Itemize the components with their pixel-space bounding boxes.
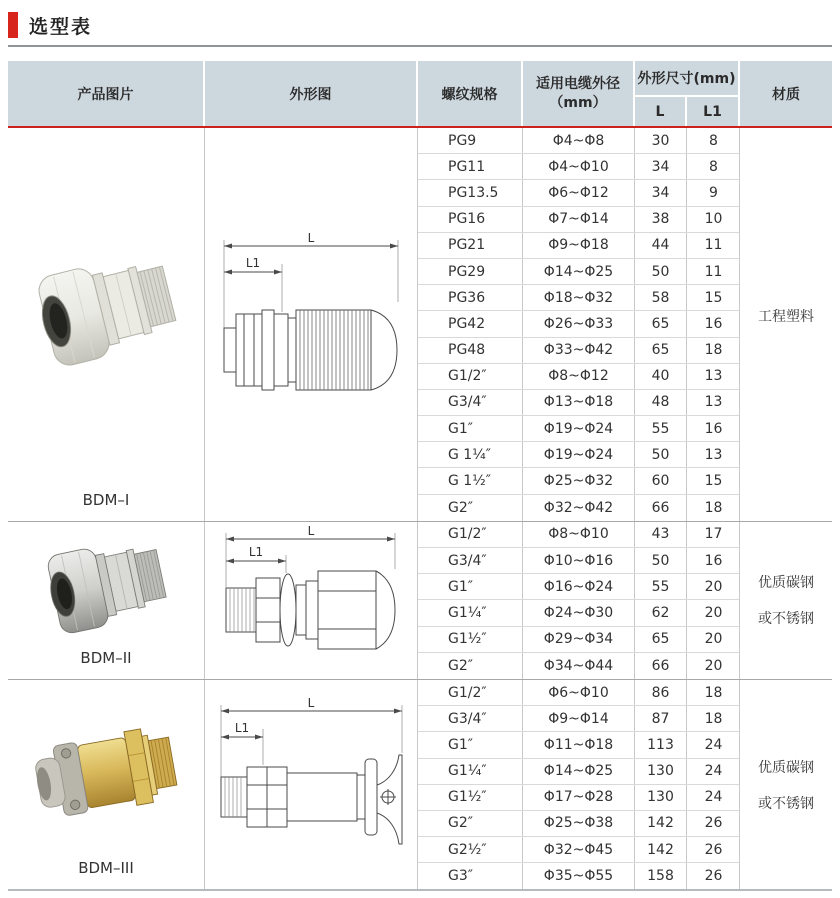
dim-label-l1: L1 bbox=[248, 545, 264, 560]
dim-l-cell: 58 bbox=[635, 285, 687, 310]
model-label: BDM–I bbox=[82, 490, 130, 509]
thread-spec-cell: G1″ bbox=[418, 574, 523, 599]
bdm-1-photo bbox=[31, 229, 181, 389]
table-row bbox=[418, 311, 739, 337]
outline-drawing-cell bbox=[205, 128, 418, 521]
table-row bbox=[418, 627, 739, 653]
cable-od-cell: Φ4~Φ8 bbox=[523, 128, 635, 153]
dim-l-cell: 65 bbox=[635, 311, 687, 336]
table-row bbox=[418, 863, 739, 889]
cable-od-cell: Φ7~Φ14 bbox=[523, 207, 635, 232]
table-row bbox=[418, 706, 739, 732]
cable-od-cell: Φ18~Φ32 bbox=[523, 285, 635, 310]
thread-spec-cell: PG29 bbox=[418, 259, 523, 284]
table-row bbox=[418, 522, 739, 548]
table-row bbox=[418, 495, 739, 521]
photo-box bbox=[8, 522, 204, 649]
selection-table bbox=[8, 61, 832, 891]
dim-l1-cell: 13 bbox=[704, 368, 723, 385]
thread-spec-cell: G3″ bbox=[418, 863, 523, 889]
cable-od-cell: Φ25~Φ32 bbox=[523, 468, 635, 493]
table-row bbox=[418, 259, 739, 285]
dim-l1-cell: 15 bbox=[704, 473, 723, 490]
table-row bbox=[418, 811, 739, 837]
cable-od-cell: Φ29~Φ34 bbox=[523, 627, 635, 652]
table-row bbox=[418, 653, 739, 679]
dim-l1-cell: 26 bbox=[704, 815, 723, 832]
dim-l-cell: 142 bbox=[635, 837, 687, 862]
dim-label-l1: L1 bbox=[234, 721, 249, 736]
thread-spec-cell: G1¹⁄₂″ bbox=[418, 785, 523, 810]
product-section-bdm-1 bbox=[8, 128, 832, 521]
thread-spec-cell: PG21 bbox=[418, 233, 523, 258]
cable-od-cell: Φ32~Φ45 bbox=[523, 837, 635, 862]
dim-l-cell: 55 bbox=[635, 416, 687, 441]
spec-rows bbox=[418, 522, 740, 679]
dim-l-cell: 40 bbox=[635, 364, 687, 389]
cable-od-cell: Φ9~Φ14 bbox=[523, 706, 635, 731]
dim-label-l: L bbox=[307, 697, 314, 711]
dim-l-cell: 86 bbox=[635, 680, 687, 705]
table-row bbox=[418, 207, 739, 233]
model-label: BDM–III bbox=[78, 859, 134, 878]
table-row bbox=[418, 154, 739, 180]
header-material: 材质 bbox=[772, 86, 800, 103]
thread-spec-cell: G2″ bbox=[418, 811, 523, 836]
dim-l-cell: 55 bbox=[635, 574, 687, 599]
table-row bbox=[418, 442, 739, 468]
material-line: 优质碳钢 bbox=[758, 759, 814, 776]
thread-spec-cell: G1″ bbox=[418, 416, 523, 441]
dim-l-cell: 65 bbox=[635, 338, 687, 363]
dim-l1-cell: 15 bbox=[704, 289, 723, 306]
thread-spec-cell: G1¹⁄₄″ bbox=[418, 759, 523, 784]
table-row bbox=[418, 837, 739, 863]
thread-spec-cell: G1¹⁄₂″ bbox=[418, 627, 523, 652]
cable-od-cell: Φ14~Φ25 bbox=[523, 759, 635, 784]
dim-l1-cell: 18 bbox=[704, 342, 723, 359]
dim-l-cell: 60 bbox=[635, 468, 687, 493]
dim-l-cell: 62 bbox=[635, 600, 687, 625]
spec-rows bbox=[418, 680, 740, 890]
dim-l1-cell: 24 bbox=[704, 736, 723, 753]
thread-spec-cell: G1¹⁄₄″ bbox=[418, 600, 523, 625]
dim-l-cell: 34 bbox=[635, 154, 687, 179]
dim-l1-cell: 18 bbox=[704, 710, 723, 727]
dim-l-cell: 66 bbox=[635, 653, 687, 679]
dim-l1-cell: 18 bbox=[704, 684, 723, 701]
dim-l1-cell: 16 bbox=[704, 552, 723, 569]
header-cable-od bbox=[523, 61, 635, 126]
cable-od-cell: Φ11~Φ18 bbox=[523, 732, 635, 757]
material-line: 工程塑料 bbox=[758, 309, 814, 326]
cable-od-cell: Φ33~Φ42 bbox=[523, 338, 635, 363]
table-row bbox=[418, 233, 739, 259]
dim-l-cell: 50 bbox=[635, 259, 687, 284]
dim-l-cell: 87 bbox=[635, 706, 687, 731]
dim-l1-cell: 18 bbox=[704, 499, 723, 516]
dim-label-l1: L1 bbox=[245, 255, 261, 270]
cable-od-cell: Φ19~Φ24 bbox=[523, 416, 635, 441]
table-row bbox=[418, 680, 739, 706]
spec-rows bbox=[418, 128, 740, 521]
table-row bbox=[418, 364, 739, 390]
table-row bbox=[418, 390, 739, 416]
product-section-bdm-3 bbox=[8, 679, 832, 890]
table-row bbox=[418, 338, 739, 364]
table-row bbox=[418, 732, 739, 758]
dim-l-cell: 30 bbox=[635, 128, 687, 153]
thread-spec-cell: G2″ bbox=[418, 495, 523, 521]
thread-spec-cell: G3/4″ bbox=[418, 390, 523, 415]
dim-l1-cell: 9 bbox=[709, 184, 718, 201]
table-row bbox=[418, 759, 739, 785]
cable-od-cell: Φ6~Φ10 bbox=[523, 680, 635, 705]
cable-od-cell: Φ4~Φ10 bbox=[523, 154, 635, 179]
thread-spec-cell: PG16 bbox=[418, 207, 523, 232]
dim-l-cell: 130 bbox=[635, 759, 687, 784]
thread-spec-cell: PG13.5 bbox=[418, 180, 523, 205]
material-line: 或不锈钢 bbox=[758, 795, 814, 812]
dim-l1-cell: 13 bbox=[704, 394, 723, 411]
table-row bbox=[418, 785, 739, 811]
dim-l-cell: 65 bbox=[635, 627, 687, 652]
header-cable-od-line2: （mm） bbox=[549, 94, 607, 111]
dim-l1-cell: 20 bbox=[704, 578, 723, 595]
thread-spec-cell: G3/4″ bbox=[418, 706, 523, 731]
model-label: BDM–II bbox=[80, 648, 132, 667]
dim-l1-cell: 20 bbox=[704, 631, 723, 648]
dim-l-cell: 50 bbox=[635, 548, 687, 573]
cable-od-cell: Φ17~Φ28 bbox=[523, 785, 635, 810]
thread-spec-cell: PG42 bbox=[418, 311, 523, 336]
cable-od-cell: Φ25~Φ38 bbox=[523, 811, 635, 836]
header-dim-l1: L1 bbox=[687, 97, 740, 126]
dim-l1-cell: 13 bbox=[704, 446, 723, 463]
table-row bbox=[418, 548, 739, 574]
table-row bbox=[418, 416, 739, 442]
dim-l1-cell: 11 bbox=[704, 263, 723, 280]
dim-l-cell: 142 bbox=[635, 811, 687, 836]
cable-od-cell: Φ6~Φ12 bbox=[523, 180, 635, 205]
dim-l1-cell: 20 bbox=[704, 604, 723, 621]
product-image-cell bbox=[8, 680, 205, 890]
dim-l-cell: 113 bbox=[635, 732, 687, 757]
cable-od-cell: Φ26~Φ33 bbox=[523, 311, 635, 336]
dim-l-cell: 43 bbox=[635, 522, 687, 547]
table-row bbox=[418, 600, 739, 626]
cable-od-cell: Φ9~Φ18 bbox=[523, 233, 635, 258]
dim-l-cell: 48 bbox=[635, 390, 687, 415]
cable-od-cell: Φ8~Φ10 bbox=[523, 522, 635, 547]
material-cell bbox=[740, 680, 832, 890]
dim-l-cell: 66 bbox=[635, 495, 687, 521]
thread-spec-cell: G1/2″ bbox=[418, 364, 523, 389]
cable-od-cell: Φ32~Φ42 bbox=[523, 495, 635, 521]
cable-od-cell: Φ35~Φ55 bbox=[523, 863, 635, 889]
dim-l-cell: 158 bbox=[635, 863, 687, 889]
dim-l-cell: 50 bbox=[635, 442, 687, 467]
outline-drawing-cell bbox=[205, 680, 418, 890]
table-row bbox=[418, 468, 739, 494]
header-cable-od-line1: 适用电缆外径 bbox=[536, 75, 620, 92]
product-image-cell bbox=[8, 128, 205, 521]
material-cell bbox=[740, 522, 832, 679]
dim-l1-cell: 11 bbox=[704, 237, 723, 254]
dim-l1-cell: 26 bbox=[704, 868, 723, 885]
outline-drawing-cell bbox=[205, 522, 418, 679]
table-header bbox=[8, 61, 832, 128]
bdm-2-photo bbox=[40, 533, 172, 637]
thread-spec-cell: PG11 bbox=[418, 154, 523, 179]
thread-spec-cell: PG9 bbox=[418, 128, 523, 153]
bdm-2-outline-drawing bbox=[211, 525, 411, 675]
product-image-cell bbox=[8, 522, 205, 679]
title-underline bbox=[8, 45, 832, 47]
header-dimensions: 外形尺寸(mm) bbox=[635, 61, 740, 97]
product-section-bdm-2 bbox=[8, 521, 832, 679]
dim-l1-cell: 10 bbox=[704, 211, 723, 228]
dim-l1-cell: 16 bbox=[704, 315, 723, 332]
thread-spec-cell: G1″ bbox=[418, 732, 523, 757]
header-product-image: 产品图片 bbox=[8, 61, 205, 126]
material-line: 或不锈钢 bbox=[758, 611, 814, 628]
title-accent-bar bbox=[8, 12, 18, 38]
dim-l-cell: 34 bbox=[635, 180, 687, 205]
cable-od-cell: Φ8~Φ12 bbox=[523, 364, 635, 389]
dim-l1-cell: 8 bbox=[709, 132, 718, 149]
dim-l-cell: 44 bbox=[635, 233, 687, 258]
bdm-3-outline-drawing bbox=[209, 697, 414, 872]
cable-od-cell: Φ14~Φ25 bbox=[523, 259, 635, 284]
cable-od-cell: Φ16~Φ24 bbox=[523, 574, 635, 599]
table-row bbox=[418, 128, 739, 154]
dim-l-cell: 130 bbox=[635, 785, 687, 810]
table-row bbox=[418, 574, 739, 600]
dim-label-l: L bbox=[307, 231, 315, 245]
dim-l1-cell: 26 bbox=[704, 841, 723, 858]
cable-od-cell: Φ10~Φ16 bbox=[523, 548, 635, 573]
cable-od-cell: Φ19~Φ24 bbox=[523, 442, 635, 467]
dim-l1-cell: 20 bbox=[704, 657, 723, 674]
thread-spec-cell: PG36 bbox=[418, 285, 523, 310]
thread-spec-cell: G 1¹⁄₄″ bbox=[418, 442, 523, 467]
table-row bbox=[418, 180, 739, 206]
dim-l1-cell: 24 bbox=[704, 763, 723, 780]
thread-spec-cell: G1/2″ bbox=[418, 680, 523, 705]
dim-l1-cell: 24 bbox=[704, 789, 723, 806]
header-thread-spec: 螺纹规格 bbox=[418, 61, 523, 126]
bdm-3-photo bbox=[26, 700, 186, 840]
dim-l1-cell: 8 bbox=[709, 158, 718, 175]
page-title: 选型表 bbox=[29, 15, 93, 38]
dim-l1-cell: 17 bbox=[704, 526, 723, 543]
cable-od-cell: Φ24~Φ30 bbox=[523, 600, 635, 625]
photo-box bbox=[8, 128, 204, 491]
thread-spec-cell: G 1¹⁄₂″ bbox=[418, 468, 523, 493]
thread-spec-cell: PG48 bbox=[418, 338, 523, 363]
thread-spec-cell: G2¹⁄₂″ bbox=[418, 837, 523, 862]
material-cell bbox=[740, 128, 832, 521]
thread-spec-cell: G3/4″ bbox=[418, 548, 523, 573]
dim-label-l: L bbox=[307, 525, 315, 539]
section-title-block bbox=[8, 10, 832, 40]
photo-box bbox=[8, 680, 204, 860]
header-outline: 外形图 bbox=[205, 61, 418, 126]
cable-od-cell: Φ13~Φ18 bbox=[523, 390, 635, 415]
bdm-1-outline-drawing bbox=[211, 232, 411, 417]
material-line: 优质碳钢 bbox=[758, 575, 814, 592]
header-dim-l: L bbox=[635, 97, 687, 126]
dim-l1-cell: 16 bbox=[704, 420, 723, 437]
table-row bbox=[418, 285, 739, 311]
dim-l-cell: 38 bbox=[635, 207, 687, 232]
thread-spec-cell: G1/2″ bbox=[418, 522, 523, 547]
cable-od-cell: Φ34~Φ44 bbox=[523, 653, 635, 679]
thread-spec-cell: G2″ bbox=[418, 653, 523, 679]
